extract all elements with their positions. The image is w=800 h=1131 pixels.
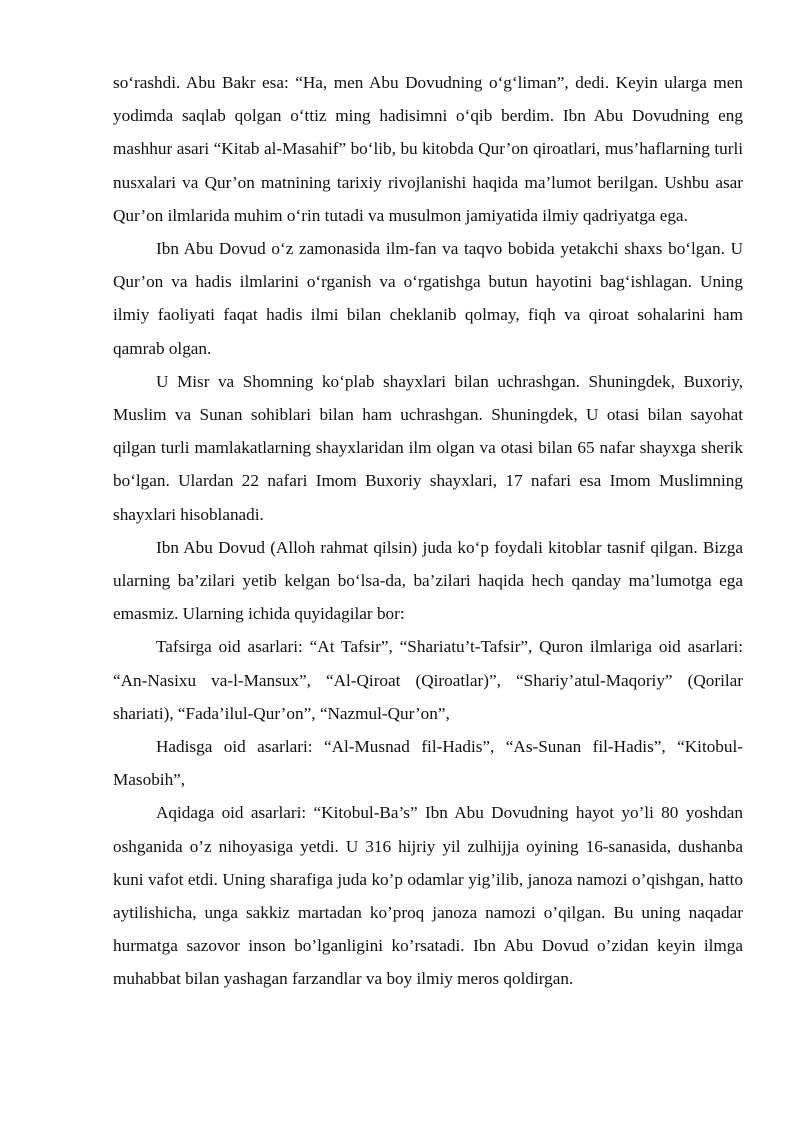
paragraph-hadith-works: Hadisga oid asarlari: “Al-Musnad fil-Hadis”, “As-Sunan fil-Hadis”, “Kitobul-Masobih”, bbox=[113, 737, 743, 790]
paragraph-tafsir-works: Tafsirga oid asarlari: “At Tafsir”, “Shariatu’t-Tafsir”, Quron ilmlariga oid asarlari: “An-Nasixu va-l-Mansux”, “Al-Qiroat (Qiroatlar)”, “Shariy’atul-Maqoriy” (Qorilar shariati), “Fada’ilul-Qur’on”, “Nazmul-Qur’on”, bbox=[113, 637, 743, 723]
paragraph-continuation: so‘rashdi. Abu Bakr esa: “Ha, men Abu Dovudning o‘g‘liman”, dedi. Keyin ularga men yodimda saqlab qolgan o‘ttiz ming hadisimni o‘qib berdim. Ibn Abu Dovudning eng mashhur asari “Kitab al-Masahif” bo‘lib, bu kitobda Qur’on qiroatlari, mus’haflarning turli nusxalari va Qur’on matnining tarixiy rivojlanishi haqida ma’lumot berilgan. Ushbu asar Qur’on ilmlarida muhim o‘rin tutadi va musulmon jamiyatida ilmiy qadriyatga ega. bbox=[113, 73, 743, 225]
paragraph-scholarship: Ibn Abu Dovud o‘z zamonasida ilm-fan va taqvo bobida yetakchi shaxs bo‘lgan. U Qur’on va hadis ilmlarini o‘rganish va o‘rgatishga butun hayotini bag‘ishlagan. Uning ilmiy faoliyati faqat hadis ilmi bilan cheklanib qolmay, fiqh va qiroat sohalarini ham qamrab olgan. bbox=[113, 239, 743, 358]
document-page bbox=[113, 66, 743, 996]
paragraph-teachers: U Misr va Shomning ko‘plab shayxlari bilan uchrashgan. Shuningdek, Buxoriy, Muslim va Sunan sohiblari bilan ham uchrashgan. Shuningdek, U otasi bilan sayohat qilgan turli mamlakatlarning shayxlaridan ilm olgan va otasi bilan 65 nafar shayxga sherik bo‘lgan. Ulardan 22 nafari Imom Buxoriy shayxlari, 17 nafari esa Imom Muslimning shayxlari hisoblanadi. bbox=[113, 371, 743, 524]
paragraph-aqida-and-death: Aqidaga oid asarlari: “Kitobul-Ba’s” Ibn Abu Dovudning hayot yo’li 80 yoshdan oshganida o’z nihoyasiga yetdi. U 316 hijriy yil zulhijja oyining 16-sanasida, dushanba kuni vafot etdi. Uning sharafiga juda ko’p odamlar yig’ilib, janoza namozi o’qishgan, hatto aytilishicha, unga sakkiz martadan ko’proq janoza namozi o’qilgan. Bu uning naqadar hurmatga sazovor inson bo’lganligini ko’rsatadi. Ibn Abu Dovud o’zidan keyin ilmga muhabbat bilan yashagan farzandlar va boy ilmiy meros qoldirgan. bbox=[113, 803, 743, 989]
paragraph-books-intro: Ibn Abu Dovud (Alloh rahmat qilsin) juda ko‘p foydali kitoblar tasnif qilgan. Bizga ularning ba’zilari yetib kelgan bo‘lsa-da, ba’zilari haqida hech qanday ma’lumotga ega emasmiz. Ularning ichida quyidagilar bor: bbox=[113, 537, 743, 624]
